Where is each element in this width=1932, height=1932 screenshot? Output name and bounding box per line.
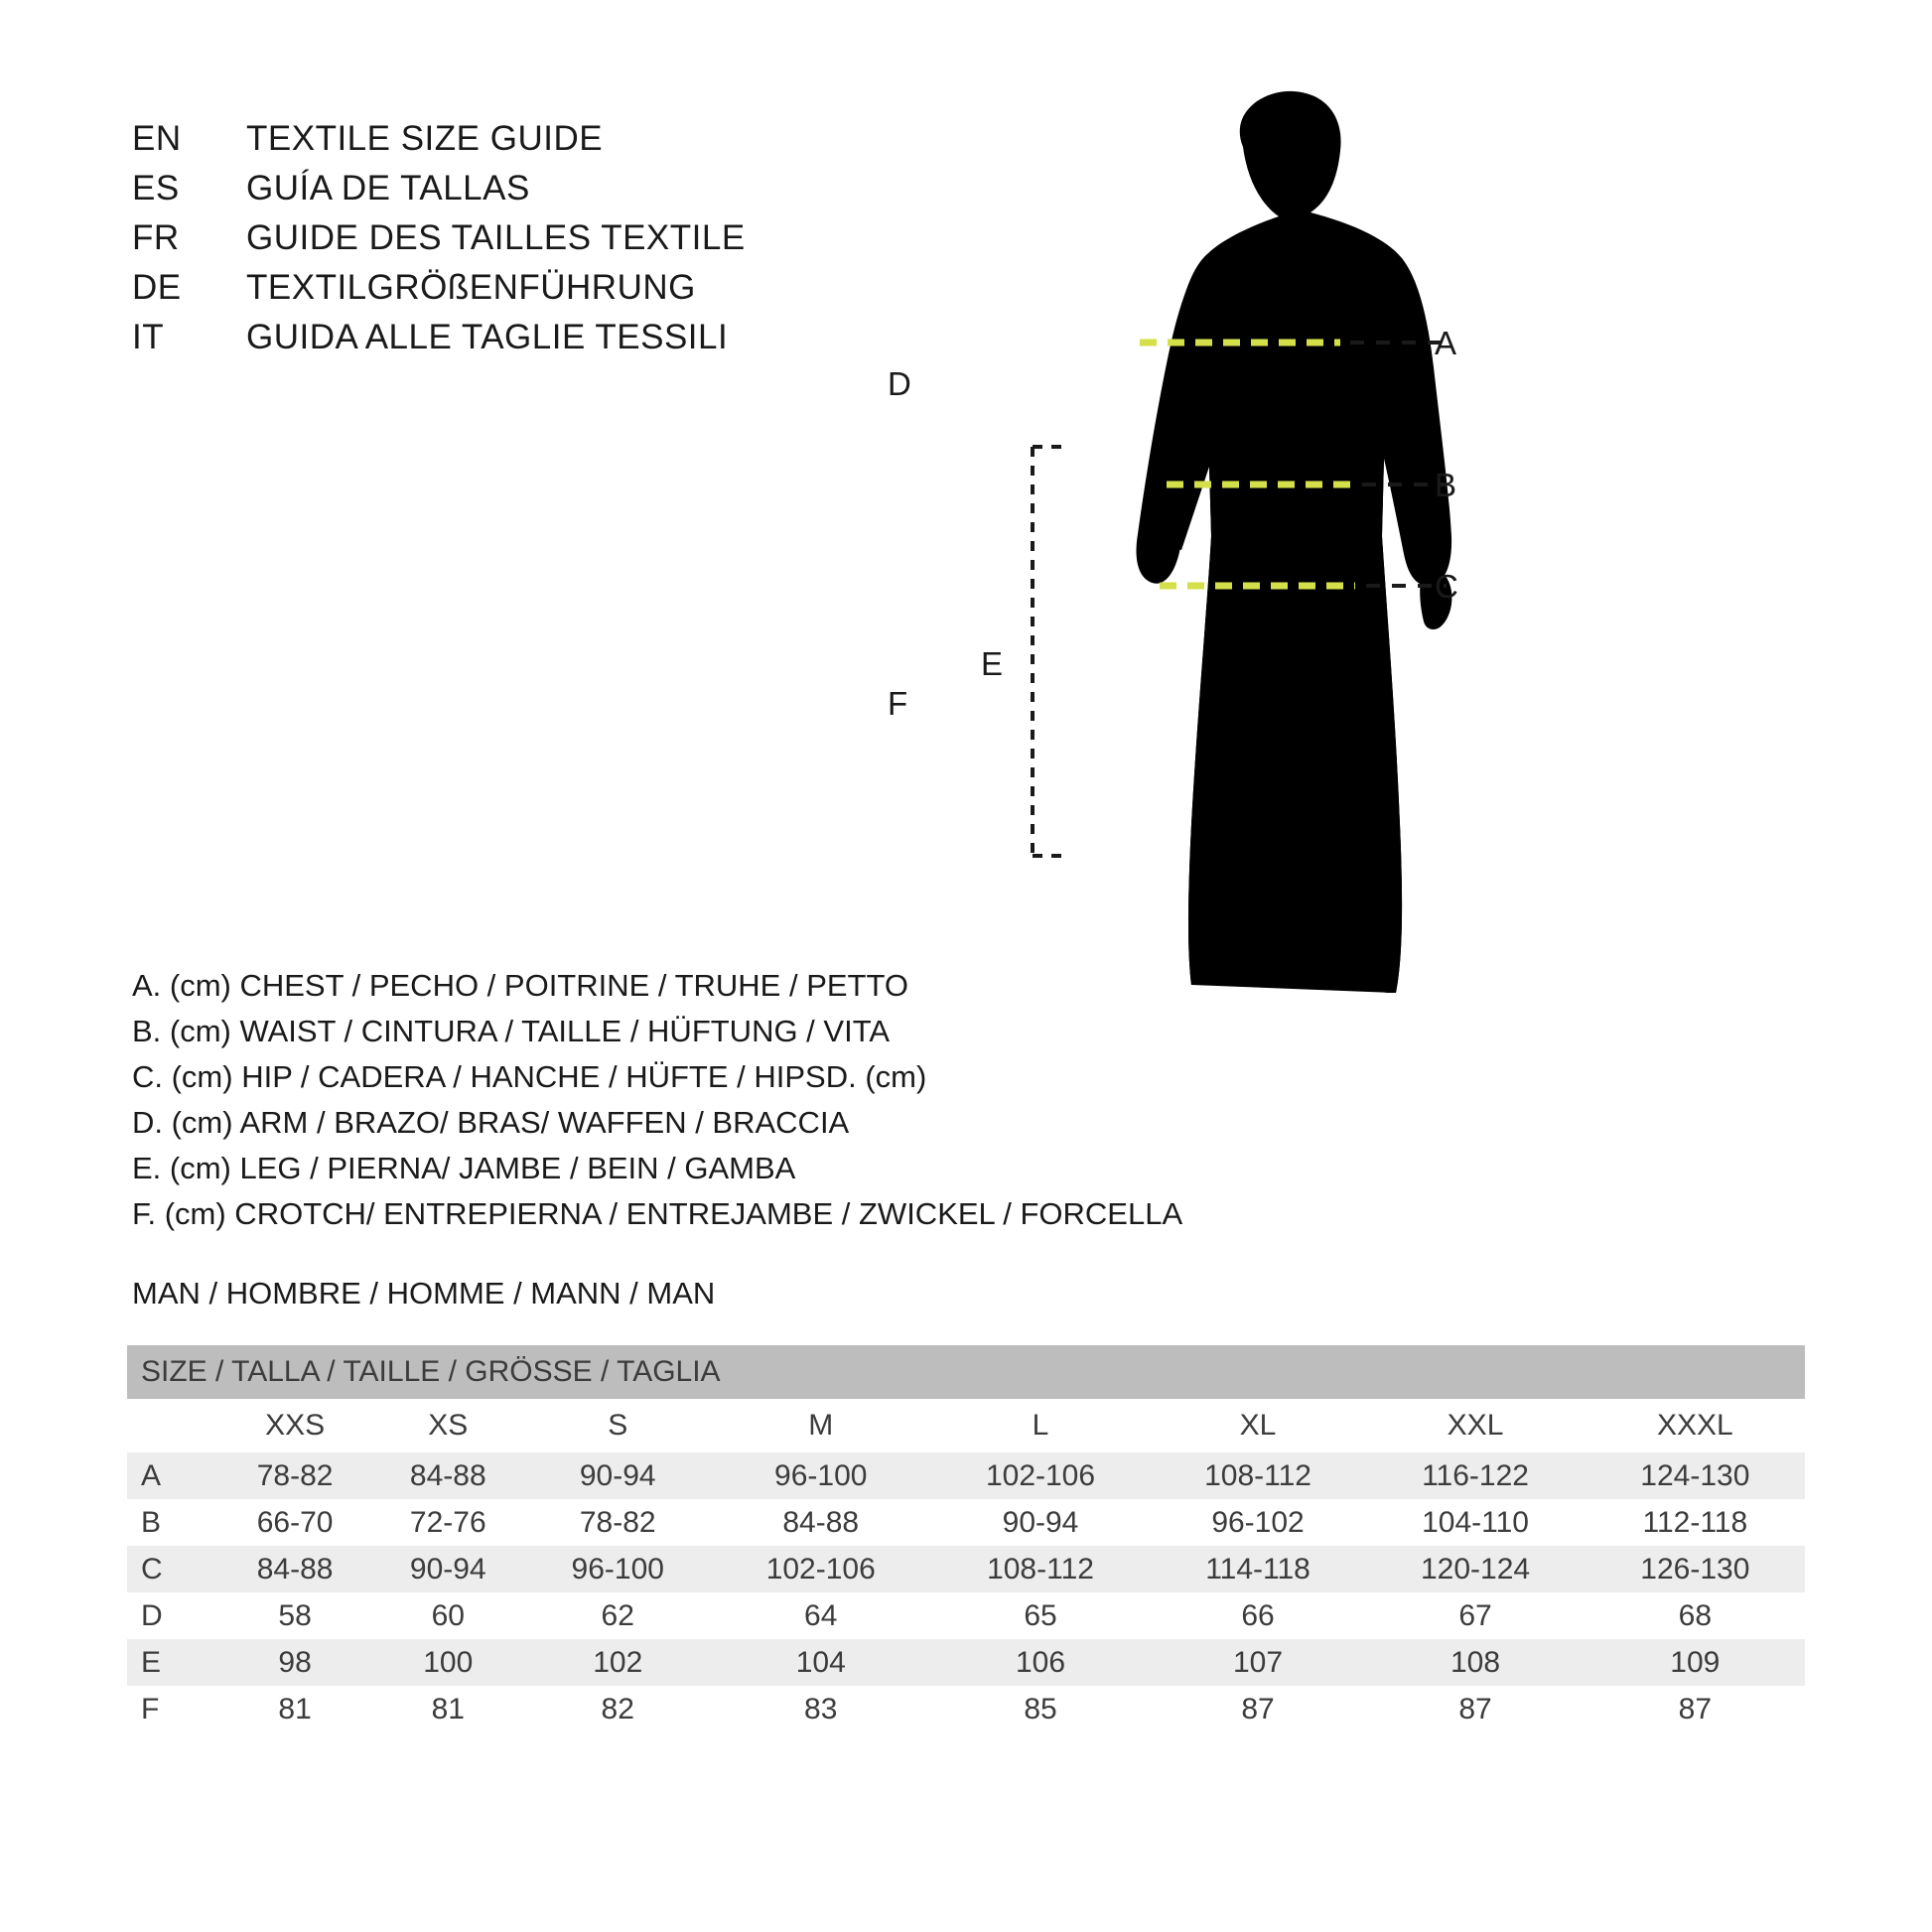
cell-f-xxs: 81	[218, 1686, 371, 1732]
title-text-it: GUIDA ALLE TAGLIE TESSILI	[246, 318, 729, 356]
silhouette-fill	[1142, 240, 1451, 993]
size-col-xs: XS	[371, 1399, 524, 1452]
cell-c-xs: 90-94	[371, 1546, 524, 1592]
table-row	[127, 1546, 1805, 1592]
cell-c-m: 102-106	[711, 1546, 930, 1592]
row-label-e: E	[127, 1639, 218, 1686]
row-label-d: D	[127, 1592, 218, 1639]
table-sizes-row	[127, 1399, 1805, 1452]
cell-e-xs: 100	[371, 1639, 524, 1686]
cell-f-xl: 87	[1151, 1686, 1366, 1732]
title-text-fr: GUIDE DES TAILLES TEXTILE	[246, 218, 746, 257]
cell-b-xxs: 66-70	[218, 1499, 371, 1546]
size-table	[127, 1345, 1805, 1732]
title-row-de	[132, 268, 887, 318]
title-lang-en: EN	[132, 119, 182, 158]
legend-line-d: D. (cm) ARM / BRAZO/ BRAS/ WAFFEN / BRACCIA	[132, 1105, 850, 1140]
title-row-fr	[132, 218, 887, 268]
cell-b-xxl: 104-110	[1365, 1499, 1585, 1546]
title-text-es: GUÍA DE TALLAS	[246, 169, 530, 207]
cell-b-xl: 96-102	[1151, 1499, 1366, 1546]
marker-d-label: D	[888, 365, 911, 402]
cell-a-l: 102-106	[930, 1452, 1150, 1499]
row-label-a: A	[127, 1452, 218, 1499]
cell-c-xxs: 84-88	[218, 1546, 371, 1592]
cell-a-xxl: 116-122	[1365, 1452, 1585, 1499]
row-label-f: F	[127, 1686, 218, 1732]
title-lang-es: ES	[132, 169, 180, 207]
cell-e-s: 102	[524, 1639, 711, 1686]
size-col-xxxl: XXXL	[1586, 1399, 1805, 1452]
title-lang-fr: FR	[132, 218, 180, 257]
marker-e-label: E	[981, 645, 1004, 682]
size-col-s: S	[524, 1399, 711, 1452]
title-row-it	[132, 318, 887, 367]
cell-f-xs: 81	[371, 1686, 524, 1732]
table-header-label: SIZE / TALLA / TAILLE / GRÖSSE / TAGLIA	[127, 1345, 1805, 1399]
cell-e-xl: 107	[1151, 1639, 1366, 1686]
cell-b-l: 90-94	[930, 1499, 1150, 1546]
marker-c-label: C	[1435, 568, 1458, 605]
title-text-de: TEXTILGRÖßENFÜHRUNG	[246, 268, 696, 307]
table-row	[127, 1499, 1805, 1546]
legend-line-a: A. (cm) CHEST / PECHO / POITRINE / TRUHE / PETTO	[132, 968, 908, 1003]
cell-f-xxl: 87	[1365, 1686, 1585, 1732]
table-row	[127, 1452, 1805, 1499]
size-col-l: L	[930, 1399, 1150, 1452]
cell-e-m: 104	[711, 1639, 930, 1686]
cell-c-s: 96-100	[524, 1546, 711, 1592]
cell-d-xxs: 58	[218, 1592, 371, 1639]
leg-bracket	[1033, 447, 1070, 856]
title-lang-de: DE	[132, 268, 182, 307]
row-label-b: B	[127, 1499, 218, 1546]
table-row	[127, 1639, 1805, 1686]
cell-a-xxs: 78-82	[218, 1452, 371, 1499]
cell-c-l: 108-112	[930, 1546, 1150, 1592]
cell-c-xl: 114-118	[1151, 1546, 1366, 1592]
title-block	[132, 119, 887, 367]
title-row-es	[132, 169, 887, 218]
row-label-c: C	[127, 1546, 218, 1592]
cell-f-s: 82	[524, 1686, 711, 1732]
table-header-row	[127, 1345, 1805, 1399]
size-col-xxs: XXS	[218, 1399, 371, 1452]
gender-label: MAN / HOMBRE / HOMME / MANN / MAN	[132, 1276, 716, 1311]
legend-line-c: C. (cm) HIP / CADERA / HANCHE / HÜFTE / HIPSD. (cm)	[132, 1059, 927, 1094]
marker-a-label: A	[1435, 325, 1457, 361]
cell-a-s: 90-94	[524, 1452, 711, 1499]
marker-f-label: F	[888, 685, 908, 722]
cell-d-xxxl: 68	[1586, 1592, 1805, 1639]
cell-b-xxxl: 112-118	[1586, 1499, 1805, 1546]
cell-a-xs: 84-88	[371, 1452, 524, 1499]
cell-b-s: 78-82	[524, 1499, 711, 1546]
legend-block	[132, 963, 1184, 1237]
cell-f-l: 85	[930, 1686, 1150, 1732]
cell-d-s: 62	[524, 1592, 711, 1639]
cell-d-xl: 66	[1151, 1592, 1366, 1639]
cell-d-l: 65	[930, 1592, 1150, 1639]
cell-b-m: 84-88	[711, 1499, 930, 1546]
size-col-xxl: XXL	[1365, 1399, 1585, 1452]
size-col-xl: XL	[1151, 1399, 1366, 1452]
title-text-en: TEXTILE SIZE GUIDE	[246, 119, 604, 158]
cell-e-xxs: 98	[218, 1639, 371, 1686]
size-col-m: M	[711, 1399, 930, 1452]
cell-a-m: 96-100	[711, 1452, 930, 1499]
legend-line-e: E. (cm) LEG / PIERNA/ JAMBE / BEIN / GAMBA	[132, 1151, 796, 1185]
cell-b-xs: 72-76	[371, 1499, 524, 1546]
cell-e-xxl: 108	[1365, 1639, 1585, 1686]
cell-d-m: 64	[711, 1592, 930, 1639]
legend-line-b: B. (cm) WAIST / CINTURA / TAILLE / HÜFTUNG / VITA	[132, 1014, 891, 1048]
cell-a-xxxl: 124-130	[1586, 1452, 1805, 1499]
cell-f-xxxl: 87	[1586, 1686, 1805, 1732]
cell-d-xs: 60	[371, 1592, 524, 1639]
table-row	[127, 1686, 1805, 1732]
table-row	[127, 1592, 1805, 1639]
cell-d-xxl: 67	[1365, 1592, 1585, 1639]
title-lang-it: IT	[132, 318, 165, 356]
sizes-row-corner	[127, 1399, 218, 1452]
legend-line-f: F. (cm) CROTCH/ ENTREPIERNA / ENTREJAMBE / ZWICKEL / FORCELLA	[132, 1196, 1183, 1231]
cell-f-m: 83	[711, 1686, 930, 1732]
cell-e-xxxl: 109	[1586, 1639, 1805, 1686]
marker-b-label: B	[1435, 467, 1457, 503]
cell-c-xxxl: 126-130	[1586, 1546, 1805, 1592]
cell-c-xxl: 120-124	[1365, 1546, 1585, 1592]
cell-e-l: 106	[930, 1639, 1150, 1686]
title-row-en	[132, 119, 887, 169]
cell-a-xl: 108-112	[1151, 1452, 1366, 1499]
